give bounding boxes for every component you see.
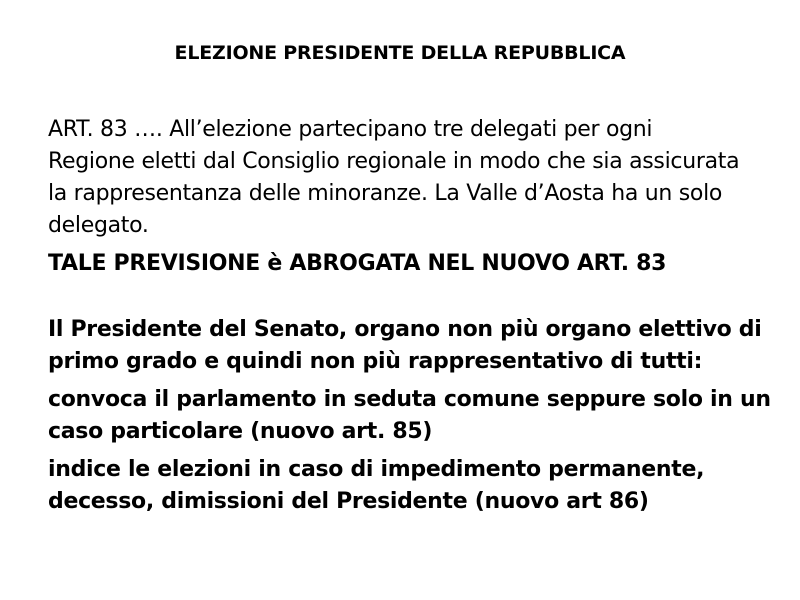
- slide-title: ELEZIONE PRESIDENTE DELLA REPUBBLICA: [174, 42, 626, 64]
- senate-president-paragraph: [48, 314, 768, 378]
- text-line: indice le elezioni in caso di impedimento permanente,: [48, 457, 705, 482]
- text-line: caso particolare (nuovo art. 85): [48, 419, 433, 444]
- text-line: Il Presidente del Senato, organo non più organo elettivo di: [48, 317, 762, 342]
- convocation-paragraph: [48, 384, 771, 448]
- slide-body: [48, 114, 771, 518]
- text-line: delegato.: [48, 213, 149, 238]
- text-line: Regione eletti dal Consiglio regionale in modo che sia assicurata: [48, 149, 740, 174]
- text-line: ART. 83 …. All’elezione partecipano tre delegati per ogni: [48, 117, 653, 142]
- text-line: convoca il parlamento in seduta comune seppure solo in un: [48, 387, 771, 412]
- art83-paragraph: [48, 114, 768, 242]
- text-line: la rappresentanza delle minoranze. La Valle d’Aosta ha un solo: [48, 181, 723, 206]
- elections-paragraph: [48, 454, 768, 518]
- text-line: primo grado e quindi non più rappresentativo di tutti:: [48, 349, 703, 374]
- abrogation-note: TALE PREVISIONE è ABROGATA NEL NUOVO ART. 83: [48, 251, 667, 276]
- text-line: decesso, dimissioni del Presidente (nuovo art 86): [48, 489, 649, 514]
